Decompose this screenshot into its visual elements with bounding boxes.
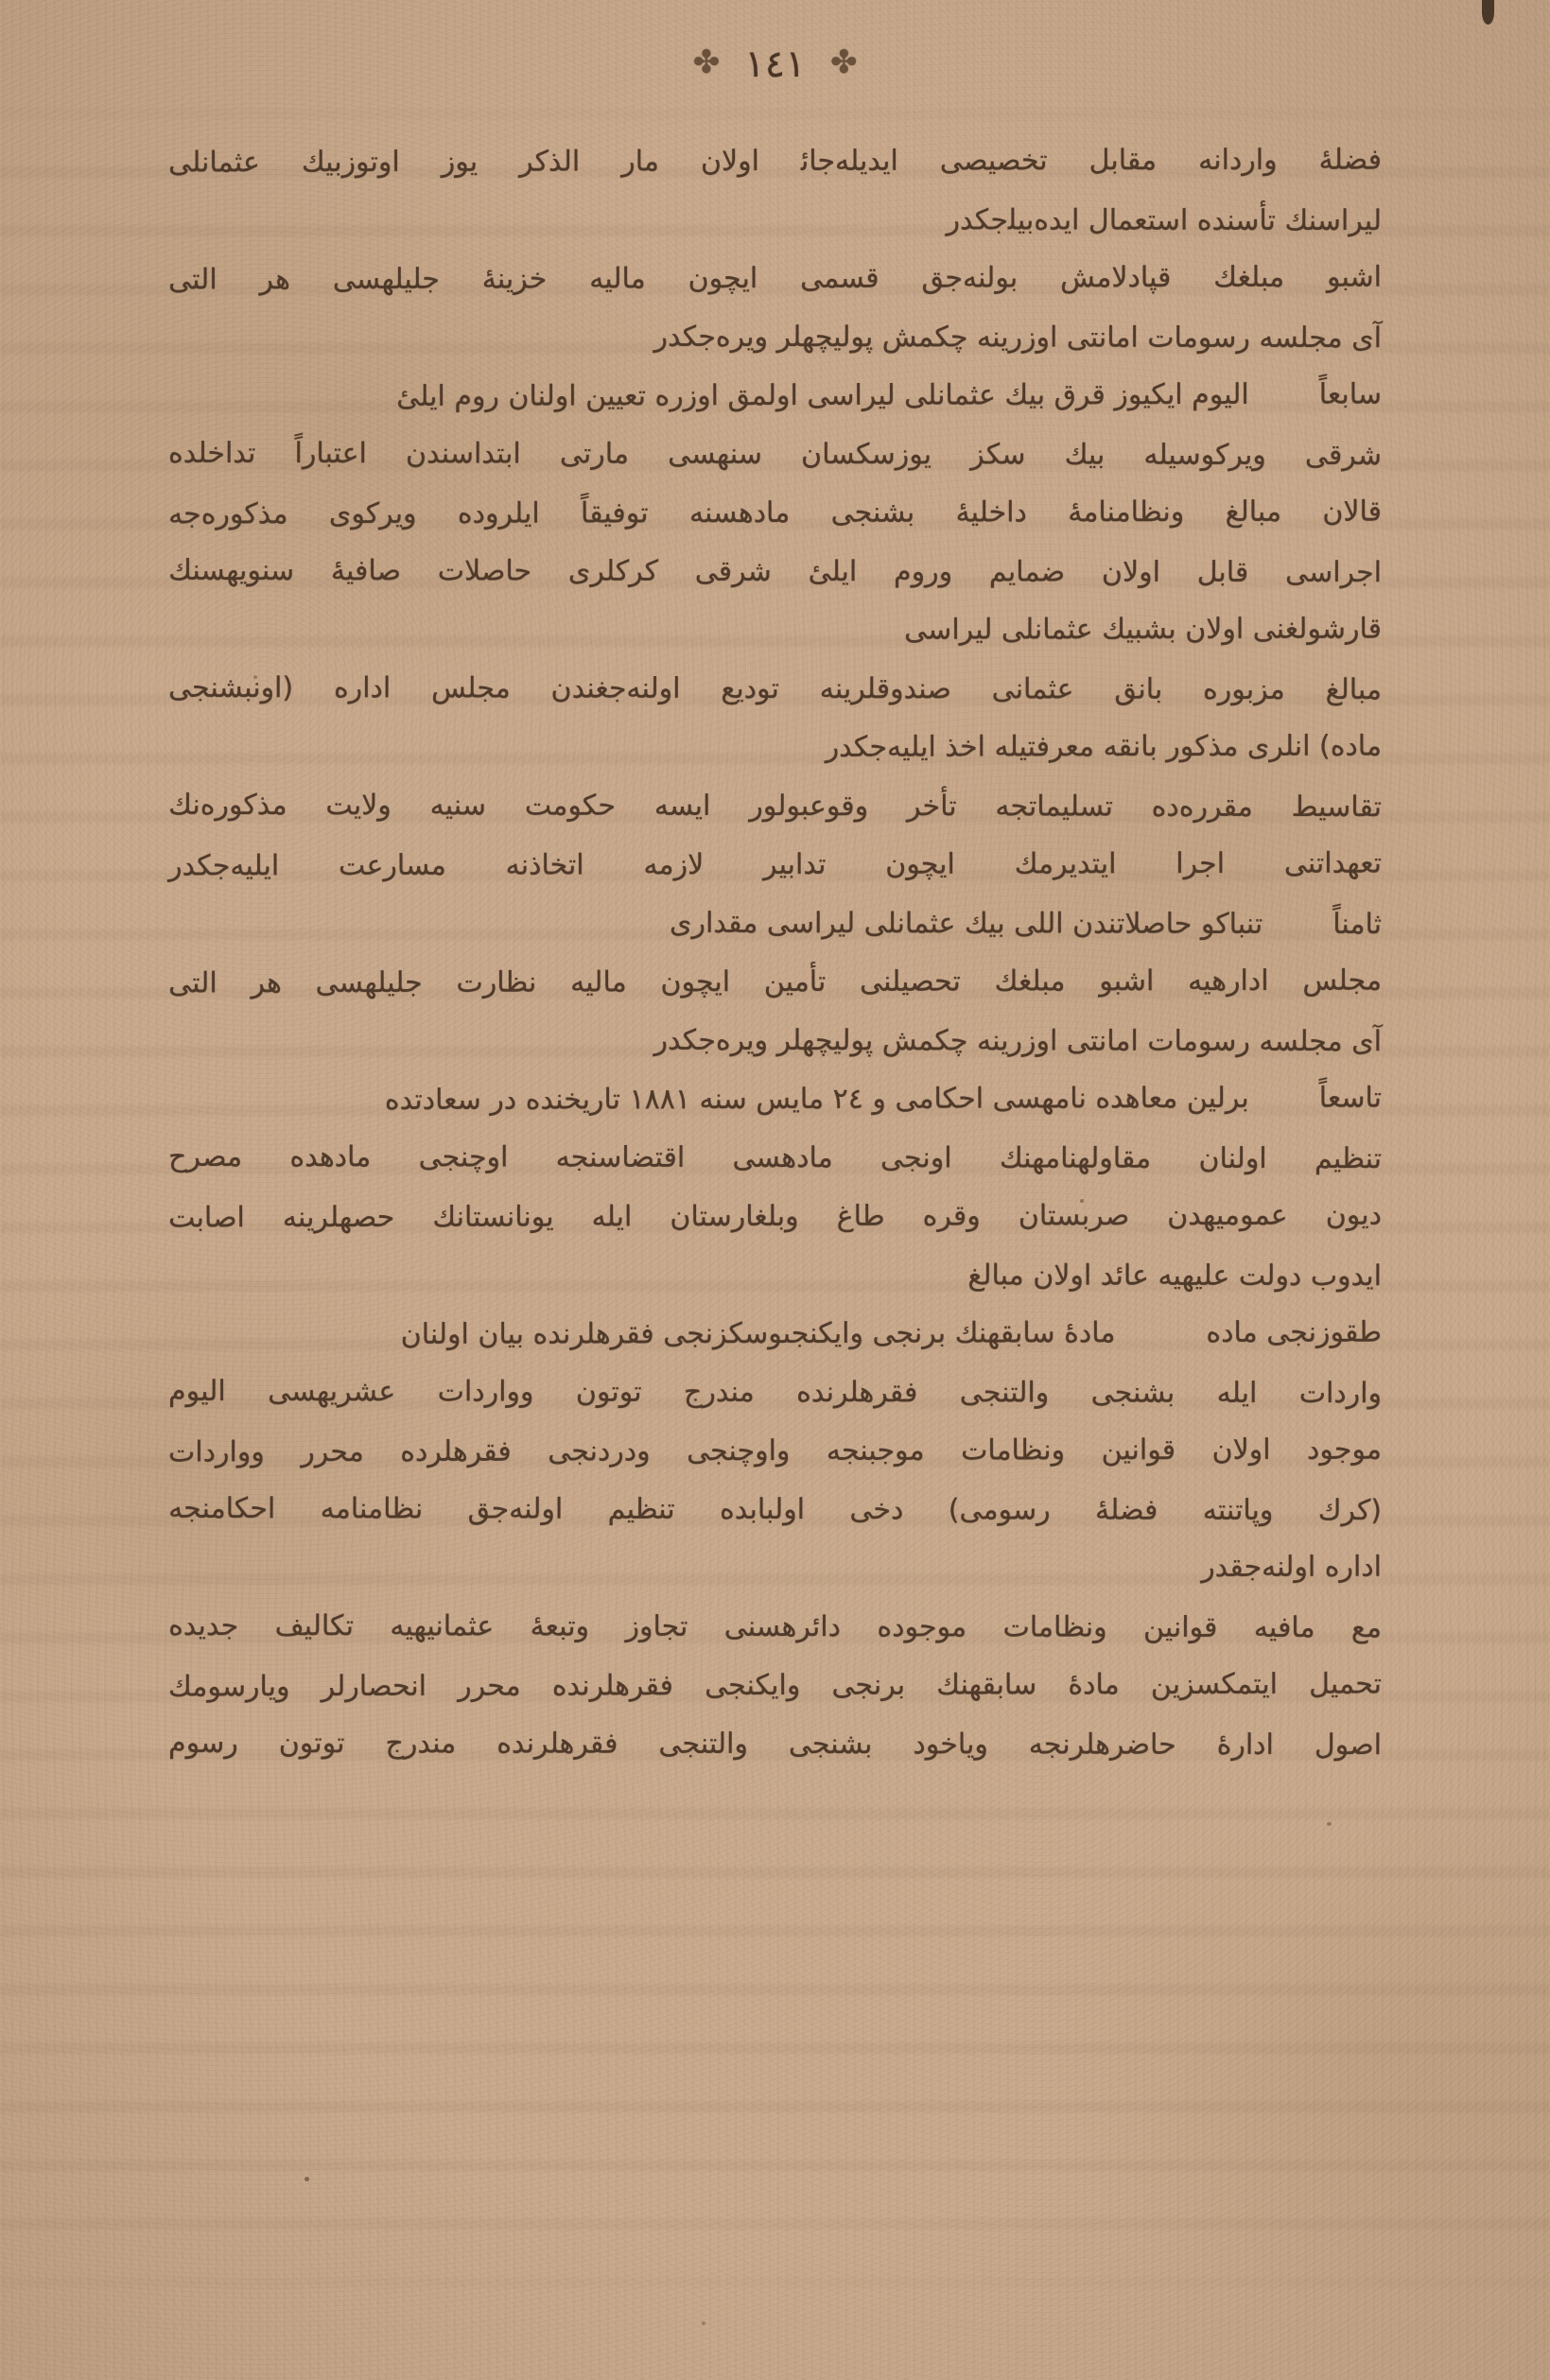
word: مقرره‌ده [1151, 790, 1253, 824]
word: التى [168, 966, 218, 1000]
text-line [168, 659, 1382, 720]
word: هر [251, 966, 282, 1000]
word: فقرهلرنده [551, 1669, 674, 1703]
word: والتنجى [658, 1727, 748, 1761]
word: كركلرى [567, 554, 659, 588]
word: التى [168, 263, 218, 297]
word: بشنجى [830, 495, 915, 530]
text-line-content: برلين معاهده نامهسى احكامى و ٢٤ مايس سنه ١٨٨١ تاريخنده در سعادتده [384, 1081, 1249, 1117]
text-line [168, 1656, 1382, 1717]
word: سنيه [429, 789, 487, 823]
word: مادهده [289, 1140, 372, 1174]
word: وقره [922, 1199, 981, 1233]
word: داخليهٔ [955, 495, 1027, 530]
word: تداخلده [168, 436, 256, 471]
text-line [168, 600, 1382, 662]
word: مارتى [559, 437, 630, 471]
word: وياخود [913, 1728, 988, 1762]
word: مادهسنه [688, 495, 791, 530]
word: لازمه [643, 848, 705, 882]
word: مزبوره [1203, 672, 1285, 706]
clause-gap [1249, 366, 1319, 425]
word: نظامنامه [320, 1492, 424, 1526]
word: مار [621, 145, 659, 179]
word: قوانين [1101, 1433, 1176, 1468]
word: ايتديرمك [1014, 847, 1117, 881]
word: اولان [1211, 1433, 1271, 1467]
word: ايچون [885, 847, 955, 881]
word: وايكنجى [705, 1668, 801, 1703]
text-line [168, 1245, 1382, 1306]
text-line [168, 1363, 1382, 1423]
word: قپادلامش [1060, 261, 1172, 295]
word: سنويهسنك [168, 553, 295, 588]
word: جديده [168, 1608, 239, 1643]
word: مقاولهنامهنك [999, 1141, 1152, 1175]
word: اتخاذنه [505, 848, 584, 882]
word: حكومت [524, 789, 617, 823]
text-line [168, 542, 1382, 602]
text-line-content: ماده) انلرى مذكور بانقه معرفتيله اخذ ايليه‌جكدر [825, 729, 1383, 764]
word: سابقهنك [936, 1668, 1037, 1702]
text-line [168, 1480, 1382, 1540]
word: حاصلات [437, 554, 532, 588]
word: ويركوسيله [1143, 438, 1266, 472]
text-line [168, 1069, 1382, 1131]
word: ايله [591, 1200, 633, 1234]
word: تسليماتجه [995, 790, 1113, 824]
paper-speck [702, 2321, 705, 2325]
word: (كرك [1317, 1494, 1383, 1528]
word: صربستان [1018, 1199, 1130, 1233]
word: مبلغك [1213, 260, 1285, 294]
word: مندرج [683, 1375, 755, 1409]
text-line [168, 718, 1382, 779]
word: شرقى [1304, 438, 1383, 473]
text-line [168, 1304, 1382, 1365]
body-text-block [168, 132, 1382, 1774]
word: مبلغك [994, 964, 1066, 999]
word: صندوقلرينه [819, 672, 951, 706]
word: ادارهٔ [1216, 1728, 1274, 1762]
word: وقوعبولور [749, 789, 869, 824]
word: مبالغ [1225, 495, 1282, 529]
word: تأمين [763, 964, 827, 999]
word: مندرج [385, 1727, 457, 1761]
word: الذكر [519, 145, 581, 179]
word: هر [259, 263, 290, 297]
text-line-content: تنباكو حاصلاتندن اللى بيك عثمانلى ليراسى مقدارى [670, 906, 1263, 941]
word: شرقى [694, 554, 772, 588]
word: ويارسومك [167, 1670, 290, 1704]
word: فقرهلرنده [796, 1376, 918, 1410]
word: صافيهٔ [330, 554, 402, 588]
word: موجود [1306, 1433, 1383, 1467]
word: ايچون [688, 262, 758, 296]
word: ايليه‌جكدر [168, 849, 280, 883]
word: وواردات [167, 1435, 265, 1469]
word: بولنه‌جق [921, 261, 1019, 295]
word: تأخر [906, 790, 957, 824]
word: اوچنجى [418, 1140, 509, 1174]
word: رسومى) [948, 1493, 1051, 1527]
word: سكز [970, 438, 1026, 472]
word: اشبو [1099, 964, 1155, 999]
word: مقابل [1088, 144, 1158, 178]
word: واوچنجى [687, 1433, 791, 1468]
word: اولان [1101, 555, 1160, 589]
word: تقاسيط [1291, 790, 1383, 825]
word: اولنه‌جق [467, 1492, 564, 1526]
word: يوز [441, 145, 479, 179]
text-line [168, 1714, 1382, 1775]
word: ايتمكسزين [1150, 1667, 1279, 1702]
word: وپاتنته [1202, 1493, 1274, 1527]
word: عثمانى [991, 672, 1074, 706]
word: توتون [278, 1727, 345, 1761]
word: مصرح [168, 1139, 243, 1174]
word: اولنان [1198, 1141, 1267, 1175]
word: احكامنجه [168, 1491, 276, 1526]
text-line [168, 1011, 1382, 1071]
word: ويركوى [328, 496, 417, 531]
text-line-content: اداره اولنه‌جقدر [1201, 1550, 1383, 1584]
text-line-content: ايدوب دولت عليهيه عائد اولان مبالغ [967, 1259, 1383, 1294]
word: برنجى [831, 1668, 906, 1702]
text-line [168, 952, 1382, 1014]
word: مادهسى [732, 1140, 833, 1175]
word: ايدﯾﻠﻪﺟﺎﺋ [800, 144, 898, 178]
word: اونجى [879, 1141, 952, 1175]
folio-number: ١٤١ [744, 43, 806, 86]
word: ونظامات [1002, 1610, 1107, 1644]
word: تكاليف [274, 1609, 354, 1643]
word: موجوده [877, 1610, 967, 1644]
word: سنهسى [668, 437, 762, 471]
word: ابتداسندن [405, 437, 521, 471]
word: حصهلرينه [282, 1200, 395, 1235]
word: ايلروده [457, 496, 540, 530]
word: اجرا [1176, 846, 1226, 881]
word: عشريهسى [268, 1375, 396, 1409]
word: بشنجى [1090, 1376, 1176, 1410]
word: توفيقاً [580, 496, 649, 530]
word: محرر [458, 1669, 521, 1703]
word: تنظيم [607, 1492, 675, 1526]
paper-speck [305, 2177, 309, 2181]
word: ايچون [660, 965, 731, 999]
word: مافيه [1253, 1610, 1315, 1644]
word: دائرهسنى [723, 1609, 842, 1644]
word: وبلغارستان [670, 1199, 799, 1234]
text-line-content: آى مجلسه رسومات امانتى اوزرينه چكمش پوليچهلر ويره‌جكدر [653, 320, 1383, 356]
word: اليوم [168, 1374, 226, 1408]
word: يوزسكسان [801, 438, 932, 472]
word: تحصيلنى [860, 964, 961, 999]
word: جليلهسى [332, 262, 440, 297]
word: نظارت [456, 965, 537, 999]
word: مذكورﻩﻧﻚ [168, 788, 287, 823]
paper-speck [1327, 1822, 1332, 1826]
text-line [168, 1128, 1382, 1189]
word: بيك [1064, 438, 1106, 472]
clause-ordinal: سابعاً [1318, 377, 1383, 411]
word: تجاوز [625, 1609, 688, 1643]
word: فضلهٔ [1318, 143, 1383, 177]
word: تحميل [1309, 1667, 1383, 1701]
word: حاضرهلرنجه [1028, 1728, 1176, 1762]
word: قالان [1322, 495, 1383, 529]
word: اولنه‌جغندن [550, 671, 681, 705]
word: اشبو [1326, 260, 1383, 294]
word: مسارعت [338, 848, 446, 883]
text-line [168, 1538, 1382, 1600]
word: فضلهٔ [1095, 1493, 1158, 1527]
word: جليلهسى [315, 965, 423, 1000]
word: تدابير [762, 847, 827, 882]
word: ولايت [325, 789, 392, 823]
text-line [168, 366, 1382, 427]
word: توديع [721, 671, 779, 706]
text-line [168, 1187, 1382, 1248]
word: وروم [894, 555, 953, 589]
word: توتون [575, 1375, 642, 1409]
word: تعهداتنى [1283, 846, 1383, 880]
word: (اونبشنجى [167, 670, 294, 705]
word: اصول [1314, 1728, 1383, 1763]
text-line [168, 425, 1382, 485]
page-header [0, 34, 1550, 95]
word: ماليه [589, 262, 646, 296]
text-line-content: مادهٔ سابقهنك برنجى وايكنجىوسكزنجى فقرهلرنده بيان اولنان [400, 1316, 1116, 1351]
edge-stain [1482, 0, 1494, 25]
text-line [168, 1597, 1382, 1658]
word: واردانه [1198, 143, 1278, 177]
word: بانق [1114, 672, 1163, 706]
word: وواردات [437, 1375, 534, 1409]
word: مادهٔ [1068, 1668, 1120, 1702]
word: ايسه [653, 789, 711, 823]
word: واردات [1298, 1376, 1383, 1411]
word: مذكورﻩ‌ﺟﻪ [168, 497, 288, 531]
text-line [168, 776, 1382, 837]
word: اولبابده [720, 1492, 806, 1527]
word: ونظامات [961, 1433, 1066, 1468]
word: ماليه [570, 965, 627, 999]
word: اصابت [168, 1201, 245, 1235]
word: ونظامنامهٔ [1068, 495, 1185, 530]
word: مع [1350, 1611, 1383, 1645]
word: اوتوزبيك [301, 145, 400, 180]
text-line [168, 835, 1382, 896]
clause-gap [1263, 895, 1332, 954]
text-line [168, 483, 1382, 545]
word: محرر [301, 1434, 364, 1469]
word: تخصيصى [939, 144, 1048, 178]
text-line [168, 894, 1382, 954]
word: ضمايم [988, 555, 1066, 589]
word: عموميهدن [1167, 1198, 1288, 1233]
word: وتبعهٔ [530, 1609, 590, 1643]
text-line-content: اليوم ايكيوز قرق بيك عثمانلى ليراسى اولمق اوزره تعيين اولنان روم ايلىٔ [396, 377, 1249, 413]
word: ايلىٔ [808, 555, 858, 589]
word: عثمانيهيه [390, 1609, 495, 1643]
word: ديون [1325, 1198, 1383, 1232]
word: قوانين [1142, 1610, 1218, 1644]
text-line [168, 190, 1382, 251]
word: قابل [1196, 555, 1249, 589]
text-line-content: آى مجلسه رسومات امانتى اوزرينه چكمش پوليچهلر ويره‌جكدر [653, 1023, 1383, 1059]
word: اجراسى [1285, 555, 1383, 590]
word: اولان [700, 145, 759, 179]
word: فقرهلرنده [496, 1727, 618, 1761]
word: خزينهٔ [481, 262, 548, 296]
word: اقتضاسنجه [555, 1140, 686, 1174]
clause-ordinal: ثامناً [1332, 908, 1383, 942]
text-line [168, 1421, 1382, 1483]
text-line-content: ليراسنك تأسنده استعمال ايدﻩﺑﻴﻠﺟﻜﺪر [946, 203, 1383, 238]
word: ادارهيه [1188, 964, 1269, 999]
word: اعتباراً [294, 437, 367, 471]
clause-ordinal: طقوزنجى ماده [1206, 1315, 1383, 1349]
word: طاغ [836, 1199, 885, 1233]
floral-ornament-icon-left: ✤ [692, 43, 721, 81]
word: تنظيم [1314, 1141, 1383, 1176]
word: ودردنجى [548, 1434, 651, 1468]
word: موجبنجه [826, 1433, 925, 1468]
word: مبالغ [1325, 673, 1383, 707]
word: مجلس [1302, 964, 1383, 998]
word: بشنجى [788, 1728, 873, 1762]
word: دخى [849, 1493, 904, 1527]
word: والتنجى [959, 1376, 1050, 1410]
floral-ornament-icon-right: ✤ [829, 43, 858, 81]
word: رسوم [168, 1726, 238, 1761]
word: ايله [1216, 1376, 1258, 1410]
word: عثمانلى [168, 146, 260, 180]
clause-gap [1249, 1069, 1319, 1128]
text-line-content: قارشولغنى اولان بشبيك عثمانلى ليراسى [904, 612, 1383, 647]
word: قسمى [800, 261, 879, 295]
word: انحصارلر [321, 1669, 427, 1704]
text-line [168, 249, 1382, 310]
text-line [168, 307, 1382, 368]
word: فقرهلرده [400, 1434, 512, 1468]
word: يونانستانك [432, 1200, 554, 1234]
word: مجلس [431, 671, 511, 705]
word: اداره [333, 671, 392, 705]
clause-gap [1115, 1304, 1206, 1363]
clause-ordinal: تاسعاً [1318, 1081, 1383, 1115]
text-line [168, 131, 1382, 193]
